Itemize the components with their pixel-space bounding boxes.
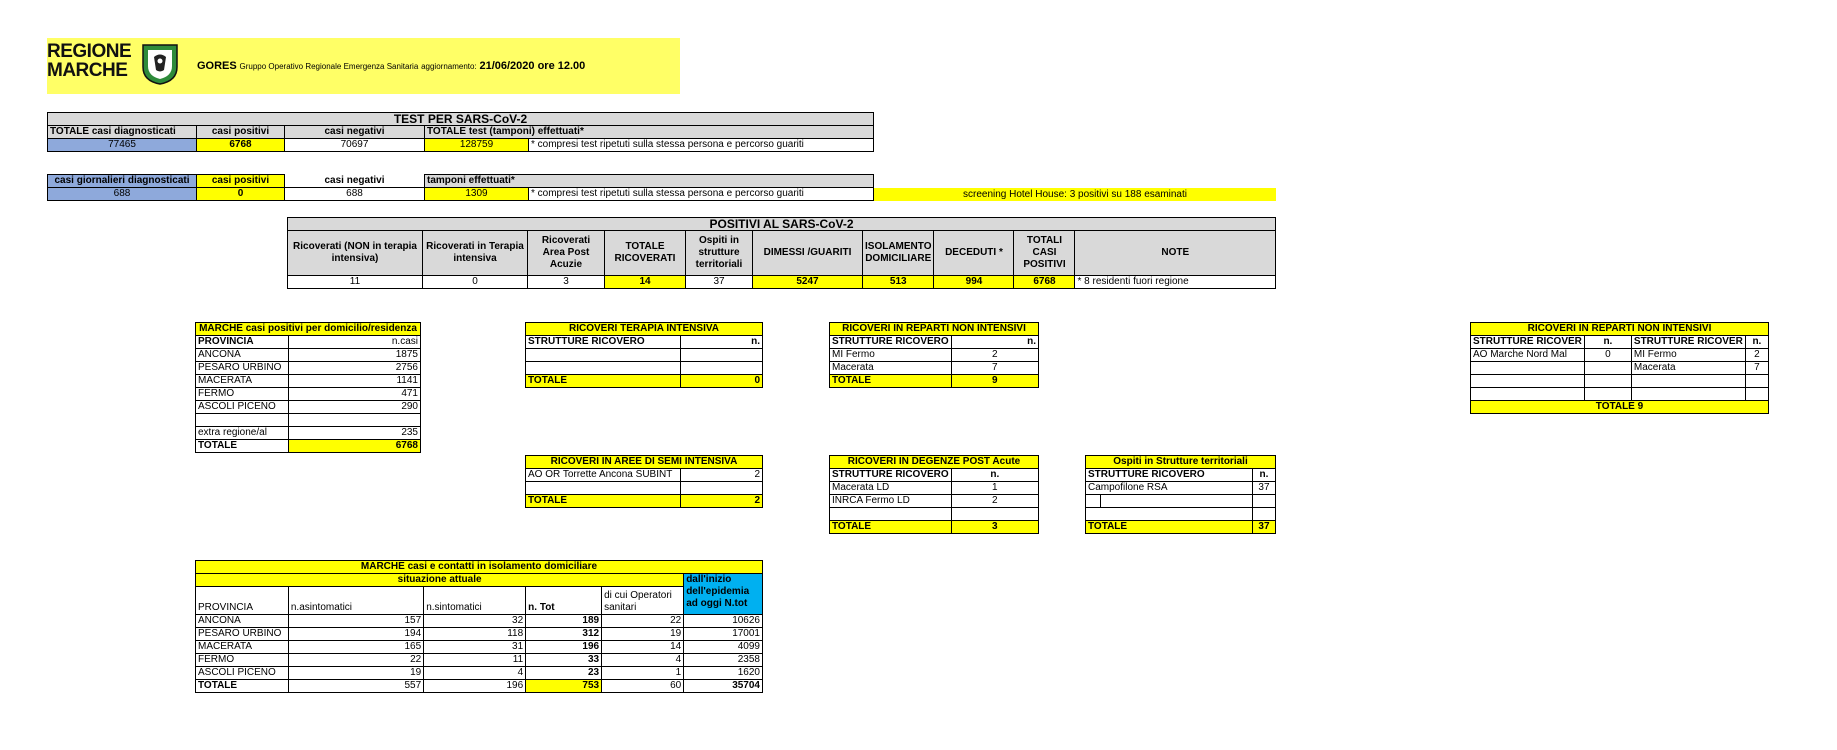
- n-cell: 1: [951, 482, 1038, 495]
- rnir-col4: n.: [1745, 336, 1768, 349]
- struttura-cell: Macerata: [1631, 362, 1745, 375]
- table-row: [196, 667, 763, 680]
- table-row: [196, 414, 421, 427]
- org-long: Gruppo Operativo Regionale Emergenza Sanitaria: [239, 62, 419, 71]
- daily-table: [47, 174, 874, 201]
- domicilio-total-value: 6768: [289, 440, 421, 453]
- header-totale-test: TOTALE test (tamponi) effettuati*: [425, 126, 874, 139]
- iso-total-asintomatici: 557: [288, 680, 423, 693]
- n-cell: 2: [681, 469, 763, 482]
- rni-total-value: 9: [951, 375, 1038, 388]
- pa-total-label: TOTALE: [830, 521, 952, 534]
- domicilio-table: [195, 322, 421, 453]
- isolamento-table: [195, 560, 763, 693]
- ti-title: RICOVERI TERAPIA INTENSIVA: [526, 323, 763, 336]
- regione-marche-logo: [47, 42, 131, 80]
- operatori-cell: 4: [602, 654, 684, 667]
- header-deceduti: DECEDUTI *: [934, 231, 1014, 276]
- ncasi-cell: 290: [289, 401, 421, 414]
- terr-col-strutture: STRUTTURE RICOVERO: [1086, 469, 1253, 482]
- n-cell: 37: [1252, 482, 1275, 495]
- value-totale-casi: 77465: [48, 139, 197, 152]
- header-tamponi: tamponi effettuati*: [425, 175, 874, 188]
- rnir-col2: n.: [1584, 336, 1631, 349]
- provincia-cell: ASCOLI PICENO: [196, 401, 289, 414]
- si-total-label: TOTALE: [526, 495, 681, 508]
- provincia-cell: FERMO: [196, 654, 289, 667]
- header-casi-negativi: casi negativi: [285, 126, 425, 139]
- screening-note: screening Hotel House: 3 positivi su 188 esaminati: [874, 188, 1276, 201]
- sintomatici-cell: 32: [424, 615, 526, 628]
- update-label: aggiornamento:: [421, 62, 477, 71]
- table-row: [1471, 362, 1769, 375]
- iso-col-operatori: di cui Operatori sanitari: [602, 587, 684, 615]
- table-row: [196, 362, 421, 375]
- iso-total-ntot: 753: [526, 680, 602, 693]
- positivi-title: POSITIVI AL SARS-CoV-2: [288, 218, 1276, 231]
- table-row: [526, 469, 763, 482]
- value-deceduti: 994: [934, 276, 1014, 289]
- value-daily-negativi: 688: [285, 188, 425, 201]
- since-cell: 1620: [684, 667, 763, 680]
- reparti-non-intensivi-table: [829, 322, 1039, 388]
- provincia-cell: MACERATA: [196, 375, 289, 388]
- n-cell: [1584, 362, 1631, 375]
- terapia-intensiva-table: [525, 322, 763, 388]
- value-note: * 8 residenti fuori regione: [1075, 276, 1276, 289]
- header-post-acuzie: Ricoverati Area Post Acuzie: [528, 231, 605, 276]
- iso-col-provincia: PROVINCIA: [196, 587, 289, 615]
- update-date: 21/06/2020 ore 12.00: [479, 60, 586, 72]
- rnir-total: TOTALE 9: [1471, 401, 1769, 414]
- terr-title: Ospiti in Strutture territoriali: [1086, 456, 1276, 469]
- header-ricoverati-non-ti: Ricoverati (NON in terapia intensiva): [288, 231, 423, 276]
- domicilio-title: MARCHE casi positivi per domicilio/residenza: [196, 323, 421, 336]
- ncasi-cell: 235: [289, 427, 421, 440]
- iso-col-sintomatici: n.sintomatici: [424, 587, 526, 615]
- iso-col-asintomatici: n.asintomatici: [288, 587, 423, 615]
- struttura-cell: Macerata LD: [830, 482, 952, 495]
- value-post-acuzie: 3: [528, 276, 605, 289]
- rni-col-strutture: STRUTTURE RICOVERO: [830, 336, 952, 349]
- terr-total-value: 37: [1252, 521, 1275, 534]
- pa-col-strutture: STRUTTURE RICOVERO: [830, 469, 952, 482]
- table-row: [196, 388, 421, 401]
- asintomatici-cell: 22: [288, 654, 423, 667]
- test-note: * compresi test ripetuti sulla stessa persona e percorso guariti: [529, 139, 874, 152]
- value-ricoverati-ti: 0: [423, 276, 528, 289]
- table-row: [196, 427, 421, 440]
- domicilio-total-label: TOTALE: [196, 440, 289, 453]
- provincia-cell: extra regione/al: [196, 427, 289, 440]
- header-isolamento: ISOLAMENTO DOMICILIARE: [863, 231, 934, 276]
- ntot-cell: 33: [526, 654, 602, 667]
- iso-total-label: TOTALE: [196, 680, 289, 693]
- ncasi-cell: 471: [289, 388, 421, 401]
- sintomatici-cell: 31: [424, 641, 526, 654]
- provincia-cell: FERMO: [196, 388, 289, 401]
- header-casi-giornalieri: casi giornalieri diagnosticati: [48, 175, 197, 188]
- table-row: [830, 495, 1039, 508]
- regional-emblem-icon: [141, 43, 179, 85]
- operatori-cell: 14: [602, 641, 684, 654]
- terr-col-n: n.: [1252, 469, 1275, 482]
- since-cell: 10626: [684, 615, 763, 628]
- test-table: [47, 112, 874, 152]
- pa-col-n: n.: [951, 469, 1038, 482]
- table-row: [830, 349, 1039, 362]
- iso-since-header: dall'inizio dell'epidemia ad oggi N.tot: [684, 574, 763, 615]
- n-cell: 2: [951, 349, 1038, 362]
- value-totale-ricoverati: 14: [605, 276, 686, 289]
- struttura-cell: INRCA Fermo LD: [830, 495, 952, 508]
- table-row: [196, 641, 763, 654]
- ti-total-value: 0: [681, 375, 763, 388]
- operatori-cell: 22: [602, 615, 684, 628]
- sintomatici-cell: 118: [424, 628, 526, 641]
- iso-total-since: 35704: [684, 680, 763, 693]
- n-cell: 0: [1584, 349, 1631, 362]
- since-cell: 2358: [684, 654, 763, 667]
- provincia-cell: [196, 414, 289, 427]
- operatori-cell: 19: [602, 628, 684, 641]
- territoriali-table: [1085, 455, 1276, 534]
- struttura-cell: AO Marche Nord Mal: [1471, 349, 1585, 362]
- ncasi-cell: 1141: [289, 375, 421, 388]
- reparti-non-intensivi-right-table: [1470, 322, 1769, 414]
- struttura-cell: MI Fermo: [1631, 349, 1745, 362]
- struttura-cell: Macerata: [830, 362, 952, 375]
- rni-title: RICOVERI IN REPARTI NON INTENSIVI: [830, 323, 1039, 336]
- value-totale-test: 128759: [425, 139, 529, 152]
- struttura-cell: Campofilone RSA: [1086, 482, 1253, 495]
- n-cell: 7: [1745, 362, 1768, 375]
- ti-col-n: n.: [681, 336, 763, 349]
- org-short: GORES: [197, 60, 237, 72]
- table-row: [196, 628, 763, 641]
- sintomatici-cell: 4: [424, 667, 526, 680]
- iso-title: MARCHE casi e contatti in isolamento domiciliare: [196, 561, 763, 574]
- n-cell: 7: [951, 362, 1038, 375]
- si-total-value: 2: [681, 495, 763, 508]
- table-row: [196, 375, 421, 388]
- header-totale-casi: TOTALE casi diagnosticati: [48, 126, 197, 139]
- test-table-title: TEST PER SARS-CoV-2: [48, 113, 874, 126]
- rnir-title: RICOVERI IN REPARTI NON INTENSIVI: [1471, 323, 1769, 336]
- pa-title: RICOVERI IN DEGENZE POST Acute: [830, 456, 1039, 469]
- value-casi-giornalieri: 688: [48, 188, 197, 201]
- header-ospiti-strutture: Ospiti in strutture territoriali: [686, 231, 753, 276]
- ntot-cell: 23: [526, 667, 602, 680]
- value-totali-positivi: 6768: [1014, 276, 1075, 289]
- value-tamponi: 1309: [425, 188, 529, 201]
- since-cell: 17001: [684, 628, 763, 641]
- value-dimessi: 5247: [753, 276, 863, 289]
- ncasi-cell: 2756: [289, 362, 421, 375]
- pa-total-value: 3: [951, 521, 1038, 534]
- n-cell: 2: [1745, 349, 1768, 362]
- rnir-col3: STRUTTURE RICOVER: [1631, 336, 1745, 349]
- org-line: [197, 60, 585, 72]
- struttura-cell: MI Fermo: [830, 349, 952, 362]
- value-ricoverati-non-ti: 11: [288, 276, 423, 289]
- provincia-cell: PESARO URBINO: [196, 628, 289, 641]
- rni-total-label: TOTALE: [830, 375, 952, 388]
- header-dimessi: DIMESSI /GUARITI: [753, 231, 863, 276]
- n-cell: 2: [951, 495, 1038, 508]
- asintomatici-cell: 194: [288, 628, 423, 641]
- terr-total-label: TOTALE: [1086, 521, 1253, 534]
- provincia-cell: ANCONA: [196, 349, 289, 362]
- table-row: [196, 615, 763, 628]
- table-row: [830, 482, 1039, 495]
- ti-col-strutture: STRUTTURE RICOVERO: [526, 336, 681, 349]
- sintomatici-cell: 11: [424, 654, 526, 667]
- rni-col-n: n.: [951, 336, 1038, 349]
- domicilio-col-ncasi: n.casi: [289, 336, 421, 349]
- iso-col-ntot: n. Tot: [526, 587, 602, 615]
- iso-total-row: [196, 680, 763, 693]
- value-casi-positivi: 6768: [197, 139, 285, 152]
- ntot-cell: 196: [526, 641, 602, 654]
- provincia-cell: ASCOLI PICENO: [196, 667, 289, 680]
- header-daily-positivi: casi positivi: [197, 175, 285, 188]
- asintomatici-cell: 19: [288, 667, 423, 680]
- header-ricoverati-ti: Ricoverati in Terapia intensiva: [423, 231, 528, 276]
- header-casi-positivi: casi positivi: [197, 126, 285, 139]
- asintomatici-cell: 157: [288, 615, 423, 628]
- header-daily-negativi: casi negativi: [324, 174, 385, 186]
- domicilio-col-provincia: PROVINCIA: [196, 336, 289, 349]
- positivi-table: [287, 217, 1276, 289]
- header-totali-positivi: TOTALI CASI POSITIVI: [1014, 231, 1075, 276]
- ncasi-cell: [289, 414, 421, 427]
- header-banner: [47, 38, 680, 94]
- rnir-col1: STRUTTURE RICOVER: [1471, 336, 1585, 349]
- iso-total-sintomatici: 196: [424, 680, 526, 693]
- logo-line-2: MARCHE: [47, 60, 128, 81]
- ti-total-label: TOTALE: [526, 375, 681, 388]
- ntot-cell: 189: [526, 615, 602, 628]
- si-title: RICOVERI IN AREE DI SEMI INTENSIVA: [526, 456, 763, 469]
- provincia-cell: ANCONA: [196, 615, 289, 628]
- value-isolamento: 513: [863, 276, 934, 289]
- value-daily-positivi: 0: [197, 188, 285, 201]
- iso-total-operatori: 60: [602, 680, 684, 693]
- ncasi-cell: 1875: [289, 349, 421, 362]
- table-row: [196, 654, 763, 667]
- table-row: [1471, 349, 1769, 362]
- header-totale-ricoverati: TOTALE RICOVERATI: [605, 231, 686, 276]
- provincia-cell: PESARO URBINO: [196, 362, 289, 375]
- header-note: NOTE: [1075, 231, 1276, 276]
- table-row: [830, 362, 1039, 375]
- daily-note: * compresi test ripetuti sulla stessa persona e percorso guariti: [529, 188, 874, 201]
- post-acute-table: [829, 455, 1039, 534]
- ntot-cell: 312: [526, 628, 602, 641]
- table-row: [196, 349, 421, 362]
- struttura-cell: AO OR Torrette Ancona SUBINT: [526, 469, 681, 482]
- since-cell: 4099: [684, 641, 763, 654]
- logo-line-1: REGIONE: [47, 41, 132, 62]
- table-row: [196, 401, 421, 414]
- iso-subtitle: situazione attuale: [196, 574, 684, 587]
- struttura-cell: [1471, 362, 1585, 375]
- value-ospiti-strutture: 37: [686, 276, 753, 289]
- asintomatici-cell: 165: [288, 641, 423, 654]
- provincia-cell: MACERATA: [196, 641, 289, 654]
- operatori-cell: 1: [602, 667, 684, 680]
- value-casi-negativi: 70697: [285, 139, 425, 152]
- table-row: [1086, 482, 1276, 495]
- semi-intensiva-table: [525, 455, 763, 508]
